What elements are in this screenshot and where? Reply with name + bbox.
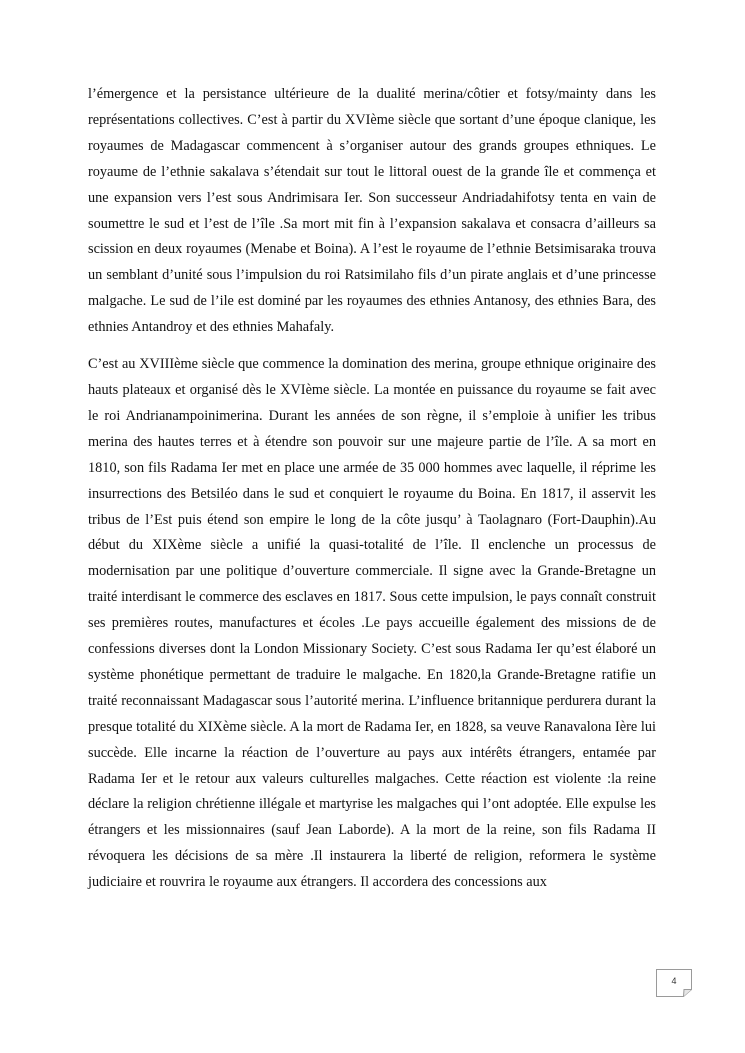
paragraph-merina-domination: C’est au XVIIIème siècle que commence la domination des merina, groupe ethnique originaire des hauts plateaux et organisé dès le XVIème siècle. La montée en puissance du royaume se fait avec le roi Andrianampoinimerina. Durant les années de son règne, il s’emploie à unifier les tribus merina des hautes terres et à étendre son pouvoir sur une majeure partie de l’île. A sa mort en 1810, son fils Radama Ier met en place une armée de 35 000 hommes avec laquelle, il réprime les insurrections des Betsiléo dans le sud et conquiert le royaume du Boina. En 1817, il asservit les tribus de l’Est puis étend son empire le long de la côte jusqu’ à Taolagnaro (Fort-Dauphin).Au début du XIXème siècle a unifié la quasi-totalité de l’île. Il enclenche un processus de modernisation par une politique d’ouverture commerciale. Il signe avec la Grande-Bretagne un traité interdisant le commerce des esclaves en 1817. Sous cette impulsion, le pays connaît construit ses premières routes, manufactures et écoles .Le pays accueille également des missions de de confessions diverses dont la London Missionary Society. C’est sous Radama Ier qu’est élaboré un système phonétique permettant de traduire le malgache. En 1820,la Grande-Bretagne ratifie un traité reconnaissant Madagascar sous l’autorité merina. L’influence britannique perdurera durant la presque totalité du XIXème siècle. A la mort de Radama Ier, en 1828, sa veuve Ranavalona Ière lui succède. Elle incarne la réaction de l’ouverture au pays aux intérêts étrangers, entamée par Radama Ier et le retour aux valeurs culturelles malgaches. Cette réaction est violente :la reine déclare la religion chrétienne illégale et martyrise les malgaches qui l’ont adoptée. Elle expulse les étrangers et les missionnaires (sauf Jean Laborde). A la mort de la reine, son fils Radama II révoquera les décisions de sa mère .Il instaurera la liberté de religion, reformera le système judiciaire et rouvrira le royaume aux étrangers. Il accordera des concessions aux [88, 356, 656, 891]
page-number: 4 [671, 976, 677, 986]
paragraph-ethnic-kingdoms: l’émergence et la persistance ultérieure de la dualité merina/côtier et fotsy/mainty dans les représentations collectives. C’est à partir du XVIème siècle que sortant d’une époque clanique, les royaumes de Madagascar commencent à s’organiser autour des grands groupes ethniques. Le royaume de l’ethnie sakalava s’étendait sur tout le littoral ouest de la grande île et commença et une expansion vers l’est sous Andrimisara Ier. Son successeur Andriadahifotsy tenta en vain de soumettre le sud et l’est de l’île .Sa mort mit fin à l’expansion sakalava et consacra d’ailleurs sa scission en deux royaumes (Menabe et Boina). A l’est le royaume de l’ethnie Betsimisaraka trouva un semblant d’unité sous l’impulsion du roi Ratsimilaho fils d’un pirate anglais et d’une princesse malgache. Le sud de l’ile est dominé par les royaumes des ethnies Antanosy, des ethnies Bara, des ethnies Antandroy et des ethnies Mahafaly. [88, 86, 656, 336]
document-body [88, 82, 656, 896]
page-number-box [656, 969, 692, 997]
